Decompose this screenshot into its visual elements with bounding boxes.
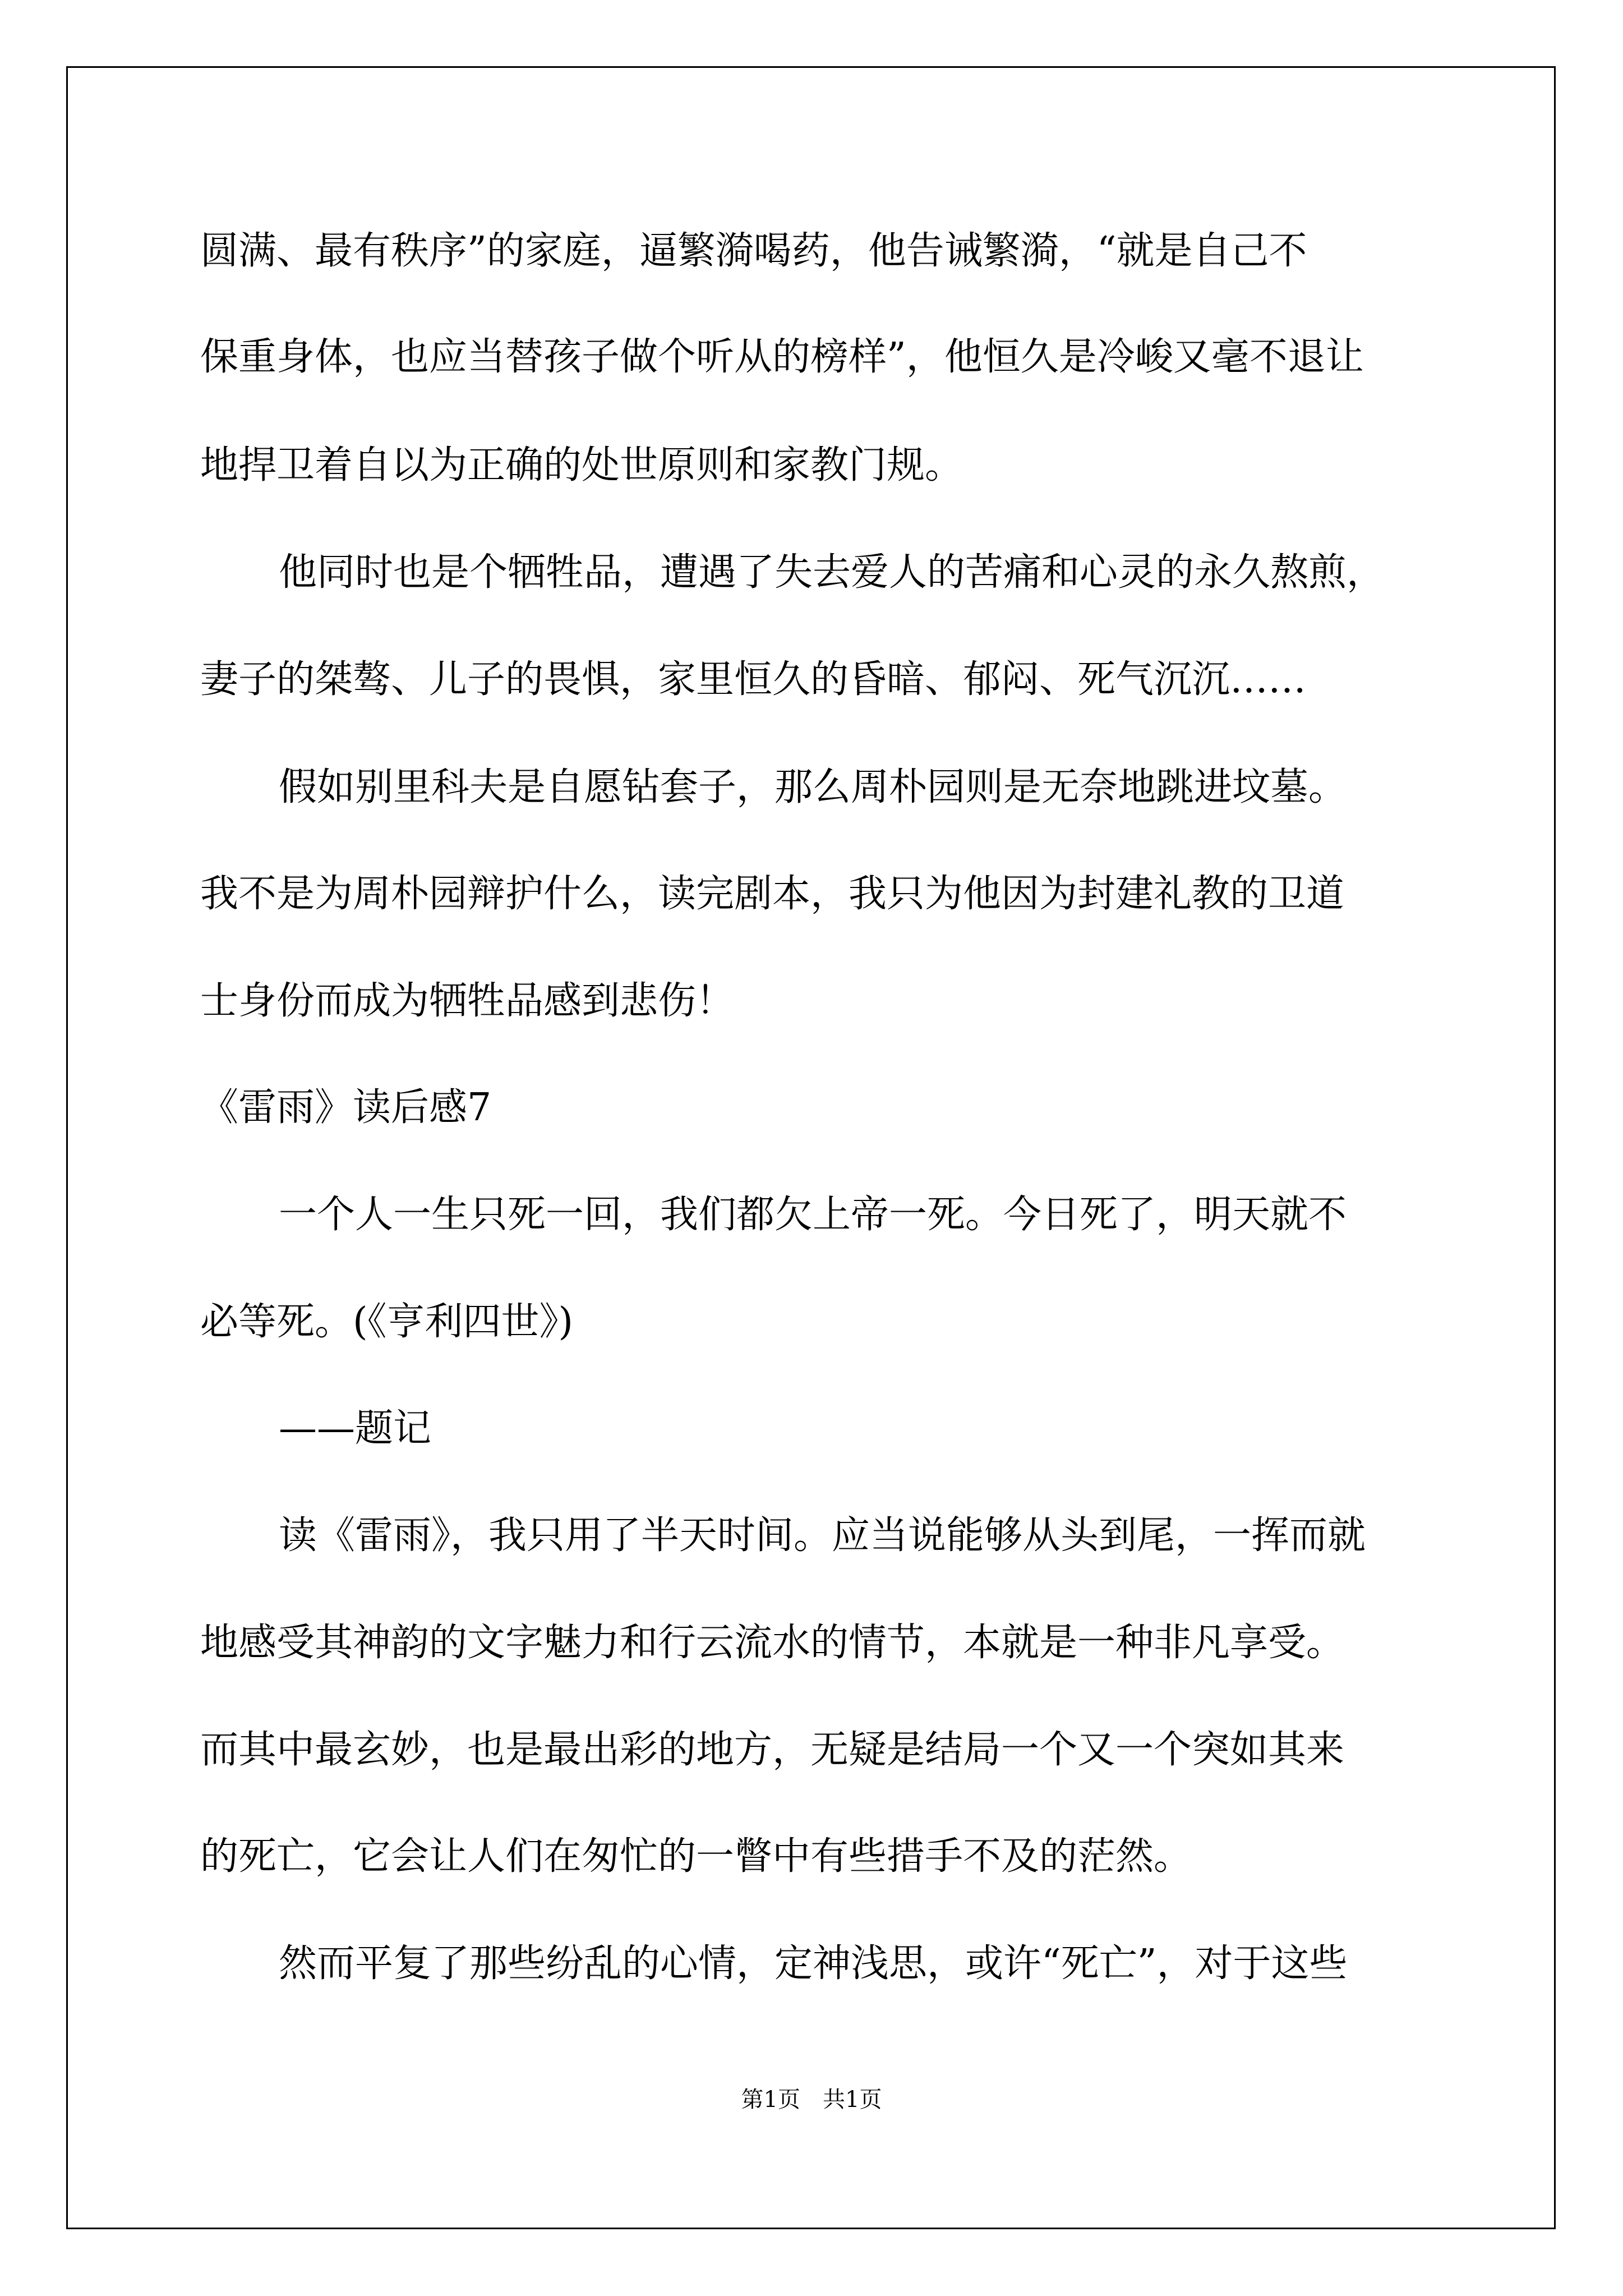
text-line: 圆满、最有秩序”的家庭，逼繁漪喝药，他告诫繁漪，“就是自己不: [200, 229, 1307, 273]
section-heading: 《雷雨》读后感7: [200, 1085, 492, 1130]
text-line: 而其中最玄妙，也是最出彩的地方，无疑是结局一个又一个突如其来: [200, 1728, 1345, 1772]
text-line: 士身份而成为牺牲品感到悲伤！: [200, 979, 735, 1023]
paragraph-start-line: 然而平复了那些纷乱的心情，定神浅思，或许“死亡”，对于这些: [279, 1941, 1348, 1986]
text-line: 我不是为周朴园辩护什么，读完剧本，我只为他因为封建礼教的卫道: [200, 872, 1345, 916]
paragraph-start-line: 读《雷雨》，我只用了半天时间。应当说能够从头到尾，一挥而就: [279, 1513, 1366, 1558]
paragraph-start-line: 他同时也是个牺牲品，遭遇了失去爱人的苦痛和心灵的永久熬煎，: [279, 550, 1385, 595]
paragraph-start-line: 一个人一生只死一回，我们都欠上帝一死。今日死了，明天就不: [279, 1193, 1347, 1237]
page-border: [66, 66, 1556, 2229]
text-line: 地感受其神韵的文字魅力和行云流水的情节，本就是一种非凡享受。: [200, 1621, 1345, 1665]
text-line: 必等死。(《亨利四世》): [200, 1300, 574, 1344]
text-line: 地捍卫着自以为正确的处世原则和家教门规。: [200, 443, 963, 487]
text-line: 妻子的桀骜、儿子的畏惧，家里恒久的昏暗、郁闷、死气沉沉……: [200, 657, 1307, 702]
epigraph-label: ——题记: [279, 1406, 432, 1451]
text-line: 保重身体，也应当替孩子做个听从的榜样”，他恒久是冷峻又毫不退让: [200, 335, 1364, 379]
text-line: 的死亡，它会让人们在匆忙的一瞥中有些措手不及的茫然。: [200, 1834, 1192, 1879]
paragraph-start-line: 假如别里科夫是自愿钻套子，那么周朴园则是无奈地跳进坟墓。: [279, 765, 1347, 809]
page-number-footer: 第1页 共1页: [741, 2087, 882, 2113]
